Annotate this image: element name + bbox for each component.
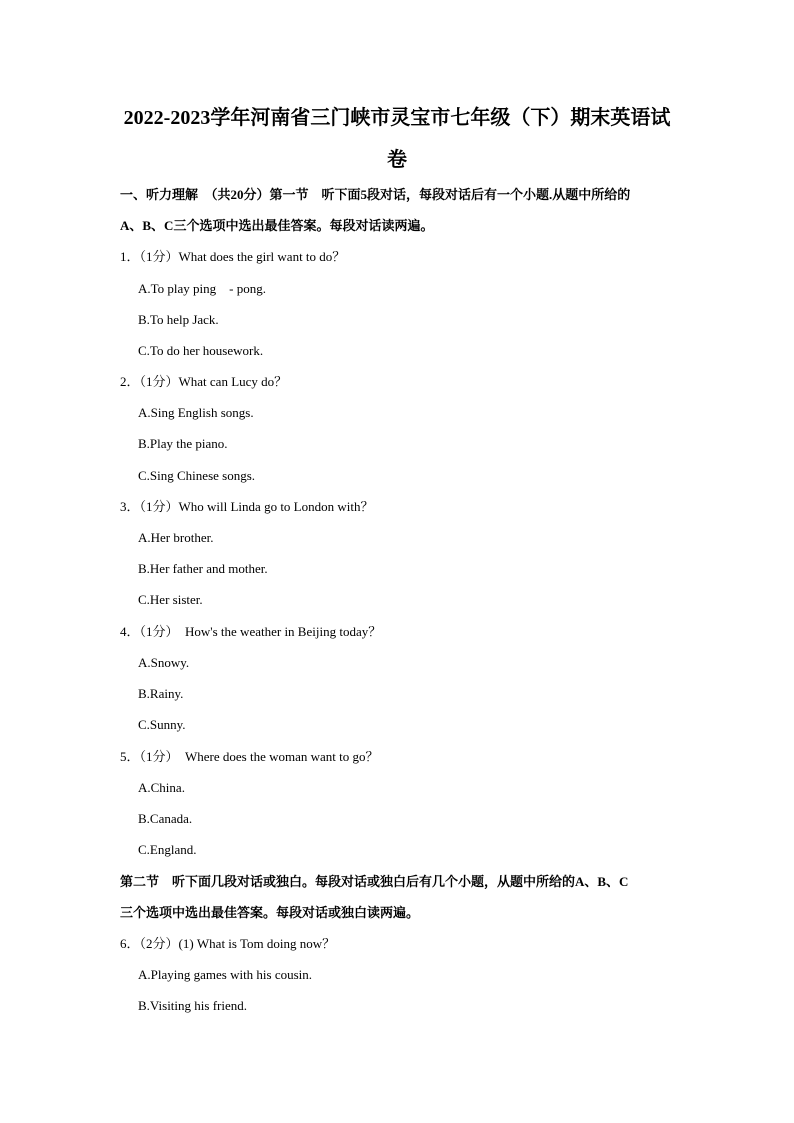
part2-heading-line2: 三个选项中选出最佳答案。每段对话或独白读两遍。 — [120, 905, 420, 920]
question-3-stem: 3．（1分）Who will Linda go to London with？ — [120, 499, 374, 514]
part2-heading-line1: 第二节 听下面几段对话或独白。每段对话或独白后有几个小题，从题中所给的A、B、C — [120, 874, 629, 889]
question-5-stem: 5．（1分） Where does the woman want to go？ — [120, 749, 379, 764]
question-4-option-b: B.Rainy. — [138, 686, 184, 701]
question-5-option-c: C.England. — [138, 842, 197, 857]
part1-heading-line1: 一、听力理解 （共20分）第一节 听下面5段对话，每段对话后有一个小题.从题中所给的 — [120, 187, 631, 202]
question-1-option-c: C.To do her housework. — [138, 343, 264, 358]
question-4-stem: 4．（1分） How's the weather in Beijing today？ — [120, 624, 382, 639]
question-5-option-a: A.China. — [138, 780, 185, 795]
question-6-option-a: A.Playing games with his cousin. — [138, 967, 313, 982]
question-6-option-b: B.Visiting his friend. — [138, 998, 247, 1013]
exam-title-line1: 2022-2023学年河南省三门峡市灵宝市七年级（下）期末英语试 — [123, 107, 671, 129]
question-2-option-b: B.Play the piano. — [138, 436, 228, 451]
question-1-option-a: A.To play ping - pong. — [138, 281, 266, 296]
question-2-option-c: C.Sing Chinese songs. — [138, 468, 256, 483]
question-4-option-a: A.Snowy. — [138, 655, 190, 670]
part1-heading-line2: A、B、C三个选项中选出最佳答案。每段对话读两遍。 — [120, 218, 434, 233]
question-3-option-a: A.Her brother. — [138, 530, 214, 545]
question-6-stem: 6．（2分）(1) What is Tom doing now？ — [120, 936, 336, 951]
question-2-option-a: A.Sing English songs. — [138, 405, 254, 420]
question-1-stem: 1．（1分）What does the girl want to do？ — [120, 249, 346, 264]
question-3-option-c: C.Her sister. — [138, 592, 203, 607]
question-2-stem: 2．（1分）What can Lucy do？ — [120, 374, 288, 389]
question-4-option-c: C.Sunny. — [138, 717, 186, 732]
question-3-option-b: B.Her father and mother. — [138, 561, 268, 576]
exam-title-line2: 卷 — [387, 149, 407, 171]
question-1-option-b: B.To help Jack. — [138, 312, 219, 327]
question-5-option-b: B.Canada. — [138, 811, 193, 826]
